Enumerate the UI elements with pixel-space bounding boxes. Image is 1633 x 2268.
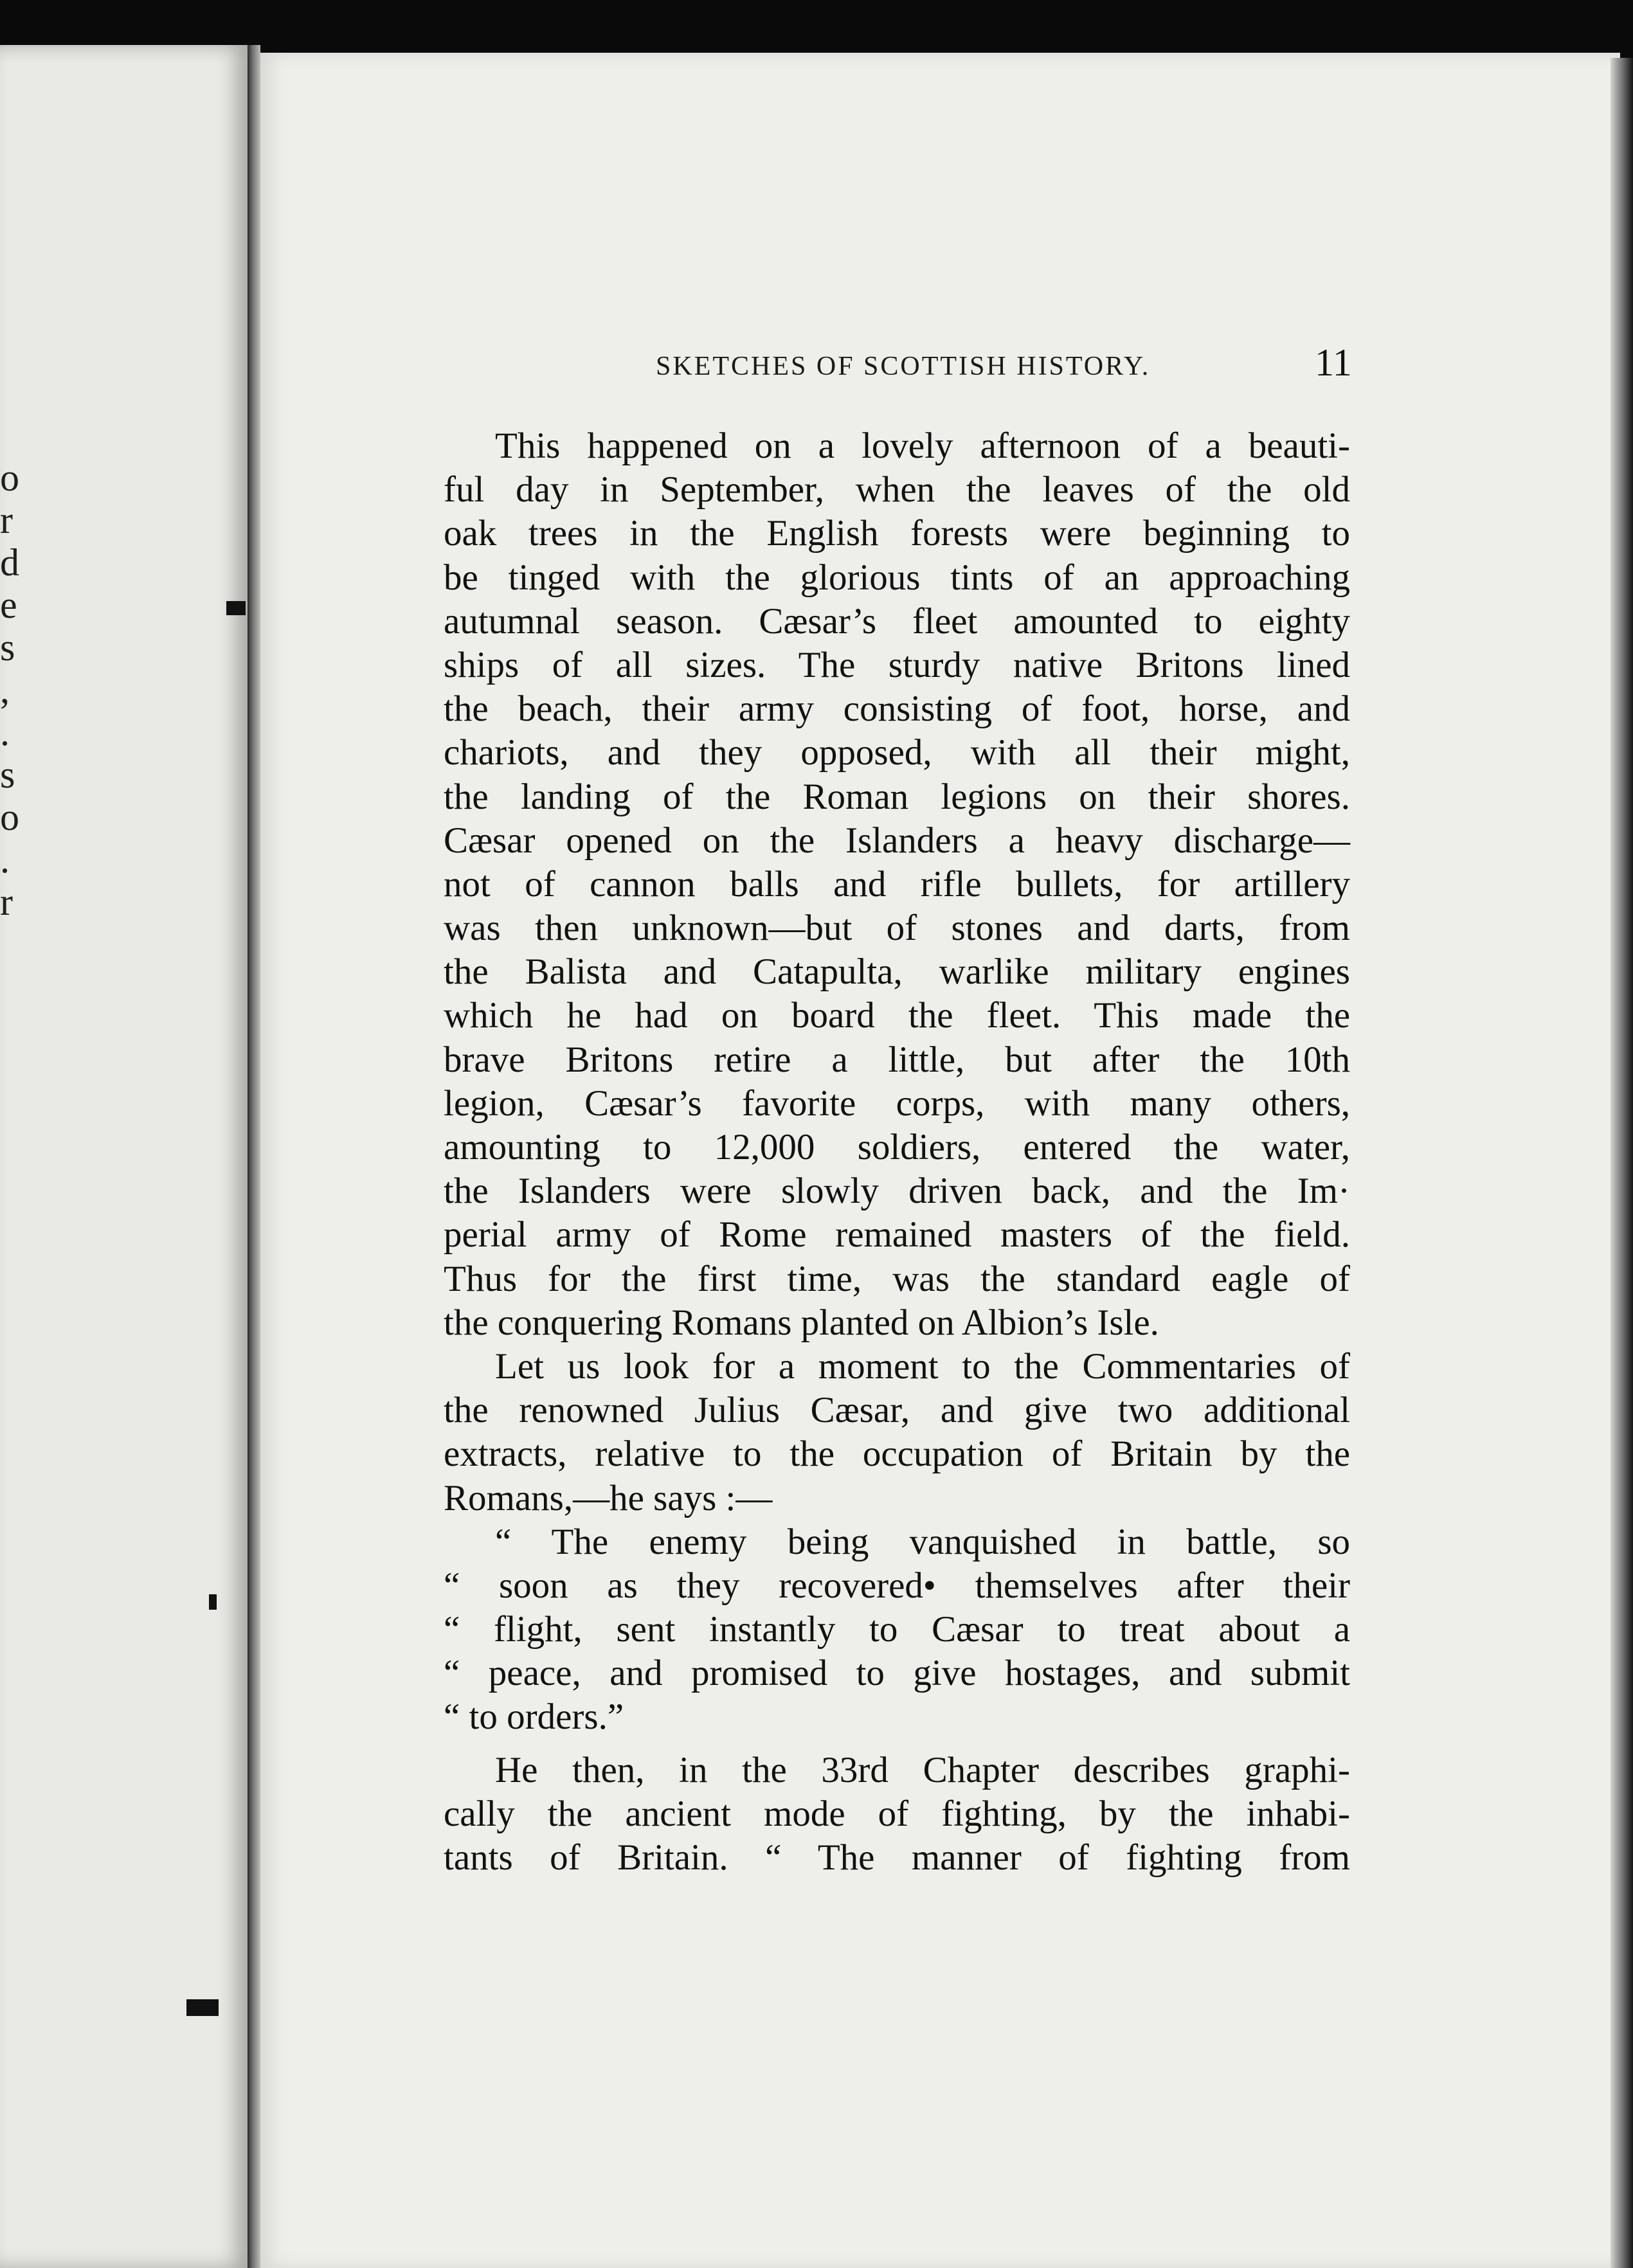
text-line: chariots, and they opposed, with all their might, xyxy=(444,732,1350,773)
left-page-edge xyxy=(0,45,248,2268)
left-fragment: d xyxy=(0,541,19,584)
text-line: the Balista and Catapulta, warlike military engines xyxy=(444,951,1350,993)
body-text xyxy=(444,424,1350,1880)
text-line: He then, in the 33rd Chapter describes graphi- xyxy=(495,1749,1350,1790)
spine-mark xyxy=(186,1999,219,2016)
left-fragment: r xyxy=(0,881,13,923)
left-fragment: r xyxy=(0,499,13,541)
text-line: the Islanders were slowly driven back, and the Im· xyxy=(444,1171,1350,1212)
text-line: oak trees in the English forests were beginning to xyxy=(444,513,1350,554)
left-fragment: . xyxy=(0,711,10,753)
left-fragment: o xyxy=(0,796,19,838)
text-line: Let us look for a moment to the Commentaries of xyxy=(495,1346,1350,1387)
quote-line: “ soon as they recovered• themselves after their xyxy=(444,1565,1350,1606)
left-fragment: s xyxy=(0,753,15,796)
text-line: ships of all sizes. The sturdy native Britons lined xyxy=(444,644,1350,685)
text-line: Cæsar opened on the Islanders a heavy discharge— xyxy=(444,820,1350,861)
left-fragment: e xyxy=(0,584,17,626)
text-line: cally the ancient mode of fighting, by the inhabi- xyxy=(444,1793,1350,1834)
text-line: extracts, relative to the occupation of Britain by the xyxy=(444,1434,1350,1475)
paragraph xyxy=(444,1345,1350,1520)
text-line: which he had on board the fleet. This made the xyxy=(444,995,1350,1036)
block-quote xyxy=(444,1520,1350,1740)
left-fragment: o xyxy=(0,456,19,499)
paragraph xyxy=(444,1749,1350,1880)
spine-mark xyxy=(226,601,246,615)
quote-line: “ flight, sent instantly to Cæsar to treat about a xyxy=(444,1609,1350,1650)
text-line: was then unknown—but of stones and darts, from xyxy=(444,908,1350,949)
text-line: the landing of the Roman legions on their shores. xyxy=(444,776,1350,817)
text-line: not of cannon balls and rifle bullets, for artillery xyxy=(444,863,1350,905)
quote-line: “ The enemy being vanquished in battle, so xyxy=(495,1521,1350,1562)
text-line: legion, Cæsar’s favorite corps, with many others, xyxy=(444,1083,1350,1124)
paragraph-gap xyxy=(444,1740,1350,1749)
spine-mark xyxy=(209,1594,217,1610)
quote-line: “ peace, and promised to give hostages, and submit xyxy=(444,1653,1350,1694)
text-line: ful day in September, when the leaves of the old xyxy=(444,469,1350,510)
text-line: the beach, their army consisting of foot, horse, and xyxy=(444,688,1350,730)
running-head: SKETCHES OF SCOTTISH HISTORY. xyxy=(656,352,1151,381)
text-line: tants of Britain. “ The manner of fighting from xyxy=(444,1837,1350,1878)
book-gutter xyxy=(248,45,260,2268)
text-line: brave Britons retire a little, but after the 10th xyxy=(444,1039,1350,1080)
text-line: This happened on a lovely afternoon of a beauti- xyxy=(495,426,1350,466)
text-line: the conquering Romans planted on Albion’s Isle. xyxy=(444,1302,1159,1343)
text-line: the renowned Julius Cæsar, and give two additional xyxy=(444,1390,1350,1431)
left-page-text-fragments xyxy=(0,456,26,923)
text-line: amounting to 12,000 soldiers, entered the water, xyxy=(444,1127,1350,1167)
text-line: autumnal season. Cæsar’s fleet amounted to eighty xyxy=(444,600,1350,642)
paragraph xyxy=(444,424,1350,1345)
text-line: Romans,—he says :— xyxy=(444,1477,773,1518)
page-number: 11 xyxy=(1315,341,1352,384)
text-line: Thus for the first time, was the standard eagle of xyxy=(444,1258,1350,1299)
text-line: perial army of Rome remained masters of the field. xyxy=(444,1214,1350,1256)
left-fragment: , xyxy=(0,669,10,711)
left-fragment: s xyxy=(0,626,15,669)
quote-line: “ to orders.” xyxy=(444,1697,624,1738)
right-page-edge-shadow xyxy=(1610,58,1633,2268)
text-line: be tinged with the glorious tints of an approaching xyxy=(444,557,1350,598)
left-fragment: . xyxy=(0,838,10,881)
